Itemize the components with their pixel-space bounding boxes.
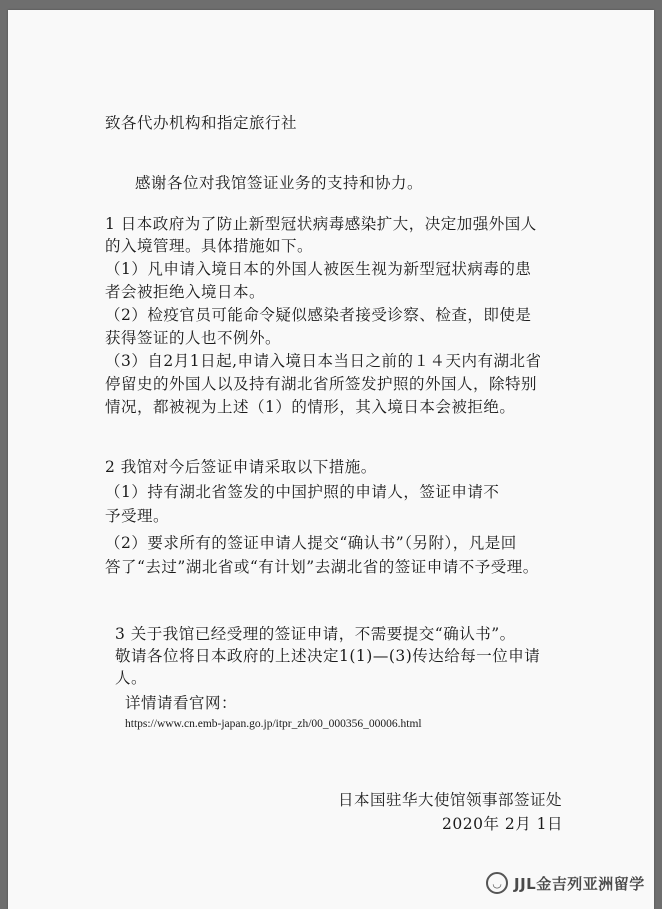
watermark: [486, 870, 645, 896]
section-2-line: 答了“去过”湖北省或“有计划”去湖北省的签证申请不予受理。: [105, 558, 539, 576]
section-3-line: 敬请各位将日本政府的上述决定1(1)—(3)传达给每一位申请: [115, 647, 541, 665]
section-1-line: 获得签证的人也不例外。: [105, 329, 282, 347]
section-1-line: （3）自2月1日起,申请入境日本当日之前的１４天内有湖北省: [105, 352, 542, 370]
section-1-line: 的入境管理。具体措施如下。: [105, 237, 314, 255]
section-2-line: 予受理。: [105, 507, 170, 525]
section-2-line: （2）要求所有的签证申请人提交“确认书”（另附），凡是回: [105, 534, 517, 552]
section-1-line: 者会被拒绝入境日本。: [105, 283, 266, 301]
official-website-url[interactable]: https://www.cn.emb-japan.go.jp/itpr_zh/00_000356_00006.html: [125, 718, 422, 730]
document-page: [8, 10, 654, 909]
thanks-paragraph: 感谢各位对我馆签证业务的支持和协力。: [135, 174, 424, 192]
section-2-line: （1）持有湖北省签发的中国护照的申请人，签证申请不: [105, 483, 500, 501]
issue-date: 2020年 2月 1日: [442, 815, 564, 833]
watermark-text: JJL金吉列亚洲留学: [514, 874, 645, 893]
section-1-line: （1）凡申请入境日本的外国人被医生视为新型冠状病毒的患: [105, 260, 532, 278]
section-3-line: 详情请看官网：: [125, 694, 238, 712]
salutation: 致各代办机构和指定旅行社: [105, 114, 298, 132]
section-3-line: 3 关于我馆已经受理的签证申请，不需要提交“确认书”。: [115, 625, 516, 643]
section-1-line: 停留史的外国人以及持有湖北省所签发护照的外国人，除特别: [105, 375, 538, 393]
wechat-icon: ◡: [486, 872, 508, 894]
section-1-line: 情况，都被视为上述（1）的情形，其入境日本会被拒绝。: [105, 398, 516, 416]
issuer-name: 日本国驻华大使馆领事部签证处: [338, 791, 563, 809]
section-1-line: 1 日本政府为了防止新型冠状病毒感染扩大，决定加强外国人: [105, 215, 537, 233]
section-2-line: 2 我馆对今后签证申请采取以下措施。: [105, 458, 377, 476]
section-3-line: 人。: [115, 669, 148, 687]
section-1-line: （2）检疫官员可能命令疑似感染者接受诊察、检查，即使是: [105, 306, 532, 324]
